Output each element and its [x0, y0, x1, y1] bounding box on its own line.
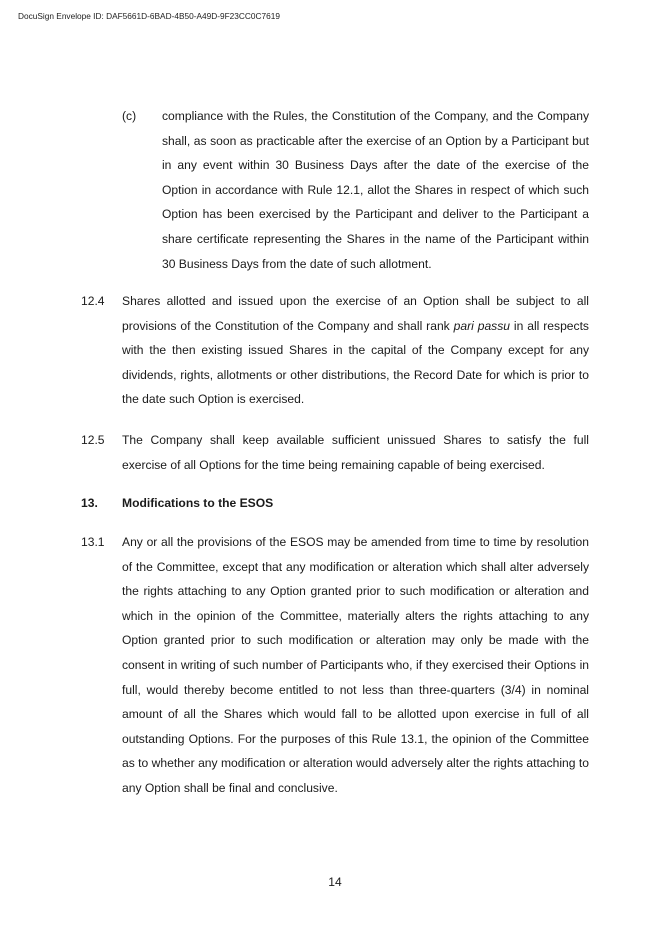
section-13-heading: Modifications to the ESOS: [122, 496, 274, 510]
docusign-envelope-id: DocuSign Envelope ID: DAF5661D-6BAD-4B50-A49D-9F23CC0C7619: [18, 11, 280, 21]
clause-c-number: (c): [122, 109, 137, 123]
clause-13-1-text: Any or all the provisions of the ESOS may be amended from time to time by resolution of the Committee, except that any modification or alteration which shall alter adversely the rights attaching to any Option granted prior to such modification or alteration and which in the opinion of the Committee, materially alters the rights attaching to any Option granted prior to such modification or alteration may only be made with the consent in writing of such number of Participants who, if they exercised their Options in full, would thereby become entitled to not less than three-quarters (3/4) in nominal amount of all the Shares which would fall to be allotted upon exercise in full of all outstanding Options. For the purposes of this Rule 13.1, the opinion of the Committee as to whether any modification or alteration would adversely alter the rights attaching to any Option shall be final and conclusive.: [122, 535, 589, 795]
clause-c-text: compliance with the Rules, the Constitution of the Company, and the Company shall, as soon as practicable after the exercise of an Option by a Participant but in any event within 30 Business Days after the date of the exercise of the Option in accordance with Rule 12.1, allot the Shares in respect of which such Option has been exercised by the Participant and deliver to the Participant a share certificate representing the Shares in the name of the Participant within 30 Business Days from the date of such allotment.: [162, 109, 589, 271]
clause-12-4-text-after: in all respects with the then existing issued Shares in the capital of the Company except for any dividends, rights, allotments or other distributions, the Record Date for which is prior to the date such Option is exercised.: [122, 318, 589, 407]
clause-12-4-text: [122, 289, 589, 412]
clause-12-4-italic-term: pari passu: [453, 318, 510, 333]
clause-12-5-number: 12.5: [81, 433, 105, 447]
clause-12-4-number: 12.4: [81, 294, 105, 308]
page-number: 14: [328, 875, 342, 889]
clause-12-4-text-before: Shares allotted and issued upon the exercise of an Option shall be subject to all provisions of the Constitution of the Company and shall rank: [122, 294, 589, 333]
clause-12-5-text: The Company shall keep available sufficient unissued Shares to satisfy the full exercise of all Options for the time being remaining capable of being exercised.: [122, 433, 589, 472]
section-13-number: 13.: [81, 496, 98, 510]
clause-13-1-number: 13.1: [81, 535, 105, 549]
